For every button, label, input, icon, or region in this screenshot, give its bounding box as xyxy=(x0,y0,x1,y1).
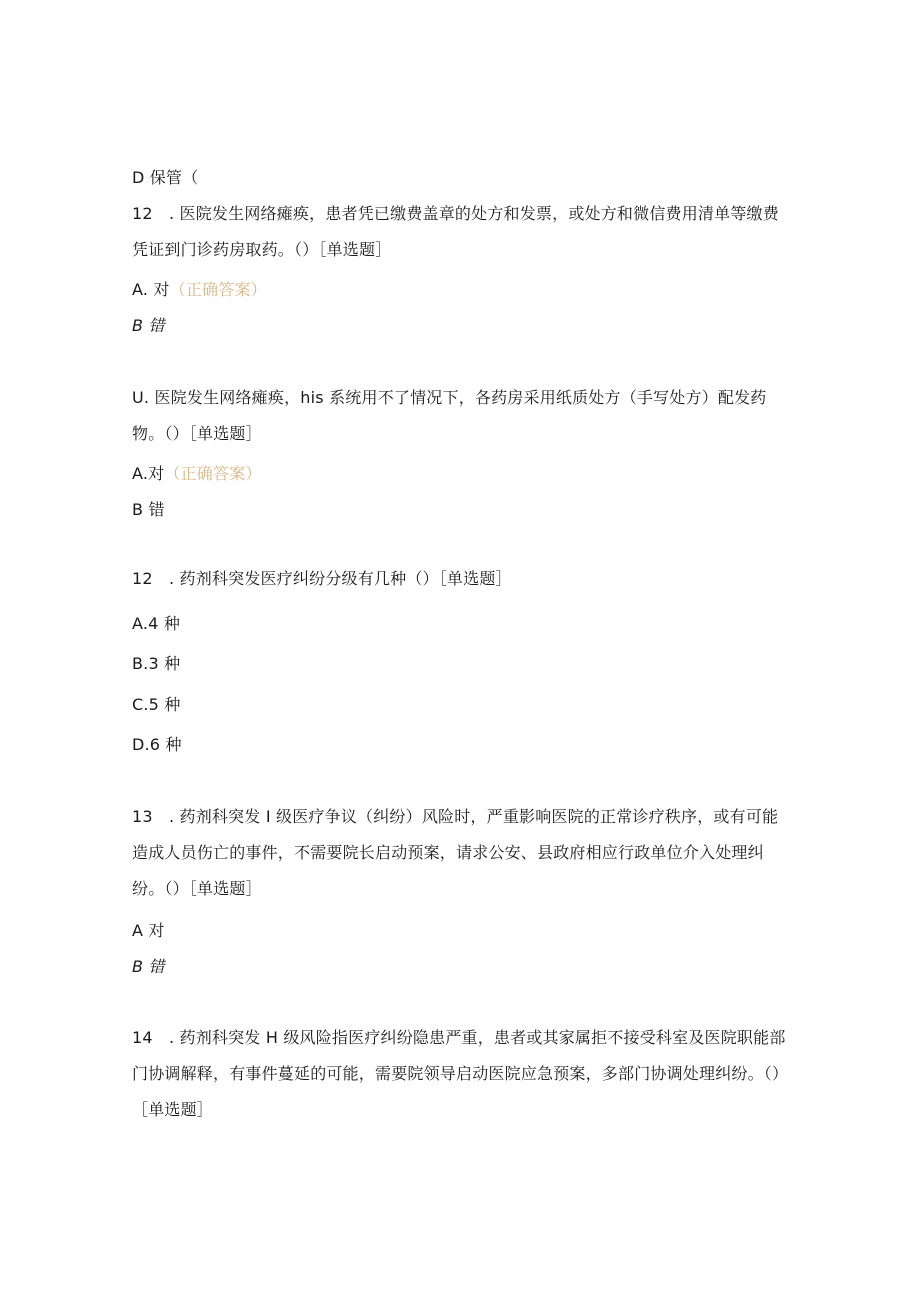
option-b-q12 xyxy=(132,308,792,344)
option-text: A.对 xyxy=(132,464,165,483)
option-text: A 对 xyxy=(132,921,165,940)
option-c-levels xyxy=(132,687,792,723)
option-text: B.3 种 xyxy=(132,654,181,673)
option-b-levels xyxy=(132,646,792,682)
option-text: B 错 xyxy=(132,316,165,335)
option-a-levels xyxy=(132,606,792,642)
option-d-prev-question xyxy=(132,160,792,196)
option-d-levels xyxy=(132,727,792,763)
question-u-his xyxy=(132,380,792,452)
question-12-dispute-levels xyxy=(132,561,792,597)
correct-answer-tag: （正确答案） xyxy=(169,280,267,299)
option-text: C.5 种 xyxy=(132,695,181,714)
option-text: B 错 xyxy=(132,957,165,976)
correct-answer-tag: （正确答案） xyxy=(164,464,262,483)
option-b-qu xyxy=(132,492,792,528)
option-text: A. 对 xyxy=(132,280,170,299)
option-text: D 保管（ xyxy=(132,168,199,187)
question-text: 12 . 医院发生网络瘫痪，患者凭已缴费盖章的处方和发票，或处方和微信费用清单等缴费凭证到门诊药房取药。（）［单选题］ xyxy=(132,204,779,259)
option-a-qu xyxy=(132,456,792,492)
question-text: 12 . 药剂科突发医疗纠纷分级有几种（）［单选题］ xyxy=(132,569,512,588)
option-text: D.6 种 xyxy=(132,735,182,754)
question-13-level-i xyxy=(132,799,792,907)
option-a-q13 xyxy=(132,913,792,949)
question-14-level-h xyxy=(132,1020,792,1128)
option-a-q12 xyxy=(132,272,792,308)
question-text: 14 . 药剂科突发 H 级风险指医疗纠纷隐患严重，患者或其家属拒不接受科室及医院职能部门协调解释，有事件蔓延的可能，需要院领导启动医院应急预案，多部门协调处理纠纷。（）［单选题］ xyxy=(132,1028,789,1119)
question-text: U. 医院发生网络瘫痪，his 系统用不了情况下，各药房采用纸质处方（手写处方）配发药物。（）［单选题］ xyxy=(132,388,767,443)
option-b-q13 xyxy=(132,949,792,985)
option-text: A.4 种 xyxy=(132,614,181,633)
option-text: B 错 xyxy=(132,500,165,519)
question-12-network xyxy=(132,196,792,268)
question-text: 13 . 药剂科突发 I 级医疗争议（纠纷）风险时，严重影响医院的正常诊疗秩序，或有可能造成人员伤亡的事件，不需要院长启动预案，请求公安、县政府相应行政单位介入处理纠纷。（）［单选题］ xyxy=(132,807,779,898)
